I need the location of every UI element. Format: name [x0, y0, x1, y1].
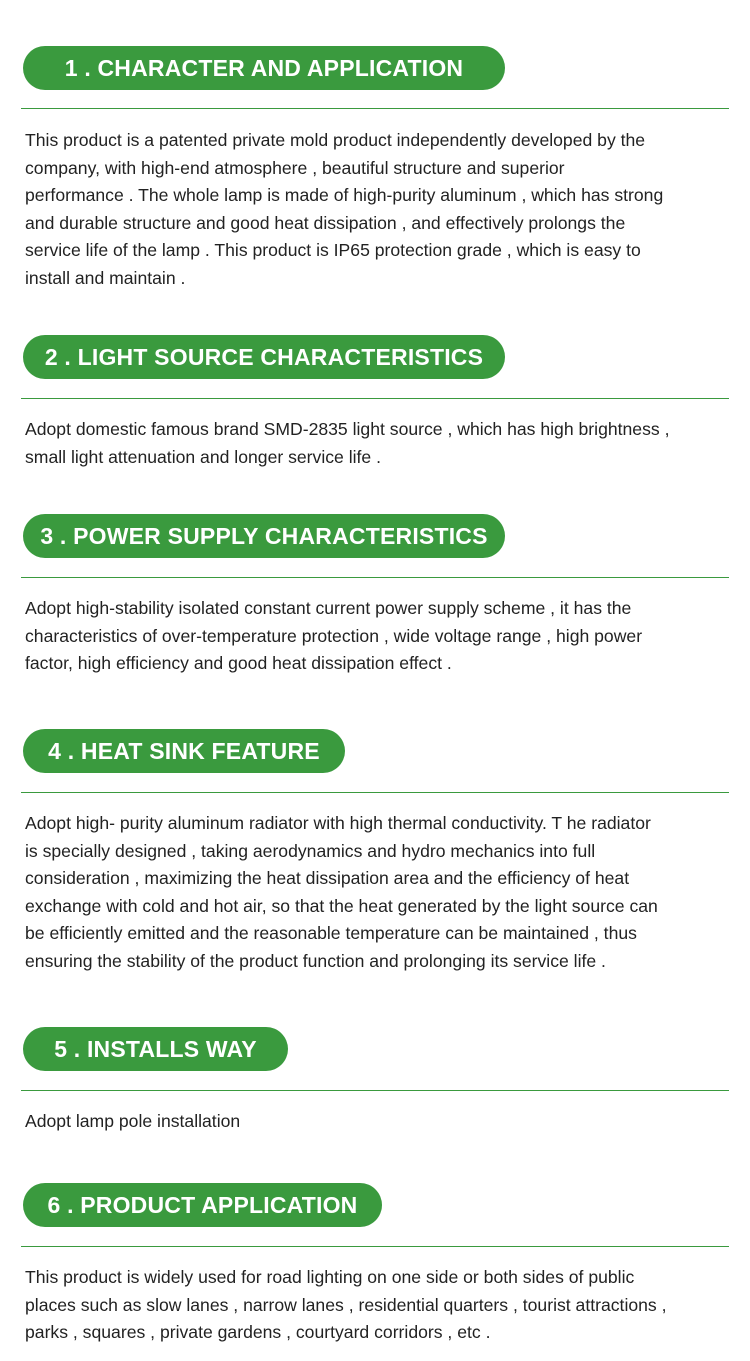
section-5-heading: 5 . INSTALLS WAY [23, 1027, 288, 1071]
section-3-divider [21, 577, 729, 578]
section-2-divider [21, 398, 729, 399]
section-1-text: This product is a patented private mold product independently developed by the company, with high-end atmosphere , beautiful structure and superior performance . The whole lamp is made of high-purity aluminum , which has strong and durable structure and good heat dissipation , and effectively prolongs the service life of the lamp . This product is IP65 protection grade , which is easy to install and maintain . [25, 130, 664, 288]
section-1-heading: 1 . CHARACTER AND APPLICATION [23, 46, 505, 90]
section-6-text: This product is widely used for road lighting on one side or both sides of public places such as slow lanes , narrow lanes , residential quarters , tourist attractions , parks , squares , private gardens , courtyard corridors , etc . [25, 1267, 667, 1343]
section-3-heading: 3 . POWER SUPPLY CHARACTERISTICS [23, 514, 505, 558]
section-6-heading: 6 . PRODUCT APPLICATION [23, 1183, 382, 1227]
section-3-text: Adopt high-stability isolated constant current power supply scheme , it has the characteristics of over-temperature protection , wide voltage range , high power factor, high efficiency and good heat dissipation effect . [25, 598, 643, 674]
section-5-text: Adopt lamp pole installation [25, 1111, 241, 1131]
section-2-text: Adopt domestic famous brand SMD-2835 light source , which has high brightness , small light attenuation and longer service life . [25, 419, 670, 467]
section-4-heading: 4 . HEAT SINK FEATURE [23, 729, 345, 773]
section-5-divider [21, 1090, 729, 1091]
section-4-text: Adopt high- purity aluminum radiator with high thermal conductivity. T he radiator is specially designed , taking aerodynamics and hydro mechanics into full consideration , maximizing the heat dissipation area and the efficiency of heat exchange with cold and hot air, so that the heat generated by the light source can be efficiently emitted and the reasonable temperature can be maintained , thus ensuring the stability of the product function and prolonging its service life . [25, 813, 658, 971]
section-1-divider [21, 108, 729, 109]
section-6-divider [21, 1246, 729, 1247]
section-4-divider [21, 792, 729, 793]
section-2-heading: 2 . LIGHT SOURCE CHARACTERISTICS [23, 335, 505, 379]
